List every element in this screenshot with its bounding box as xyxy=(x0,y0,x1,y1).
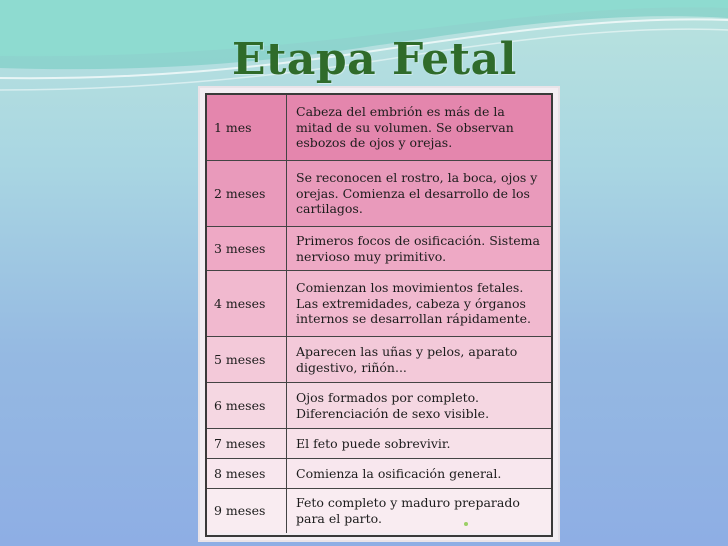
decorative-dot xyxy=(464,522,468,526)
table-cell-month: 9 meses xyxy=(207,489,287,533)
table-cell-description: Comienzan los movimientos fetales. Las extremidades, cabeza y órganos internos se desarrollan rápidamente. xyxy=(287,271,551,337)
table-cell-month: 8 meses xyxy=(207,459,287,489)
table-cell-month: 4 meses xyxy=(207,271,287,337)
table-cell-description: Primeros focos de osificación. Sistema nervioso muy primitivo. xyxy=(287,227,551,271)
slide-title: Etapa Fetal xyxy=(232,34,517,85)
table-cell-month: 5 meses xyxy=(207,337,287,383)
table-cell-description: Comienza la osificación general. xyxy=(287,459,551,489)
table-cell-month: 3 meses xyxy=(207,227,287,271)
table-cell-description: Ojos formados por completo. Diferenciación de sexo visible. xyxy=(287,383,551,429)
table-cell-description: Cabeza del embrión es más de la mitad de su volumen. Se observan esbozos de ojos y orejas. xyxy=(287,95,551,161)
table-cell-month: 6 meses xyxy=(207,383,287,429)
table-cell-description: Feto completo y maduro preparado para el parto. xyxy=(287,489,551,533)
table-cell-month: 7 meses xyxy=(207,429,287,459)
table-cell-description: Aparecen las uñas y pelos, aparato digestivo, riñón... xyxy=(287,337,551,383)
table-cell-description: El feto puede sobrevivir. xyxy=(287,429,551,459)
table-cell-month: 1 mes xyxy=(207,95,287,161)
table-cell-description: Se reconocen el rostro, la boca, ojos y orejas. Comienza el desarrollo de los cartilagos. xyxy=(287,161,551,227)
fetal-stage-table xyxy=(205,93,553,537)
table-cell-month: 2 meses xyxy=(207,161,287,227)
